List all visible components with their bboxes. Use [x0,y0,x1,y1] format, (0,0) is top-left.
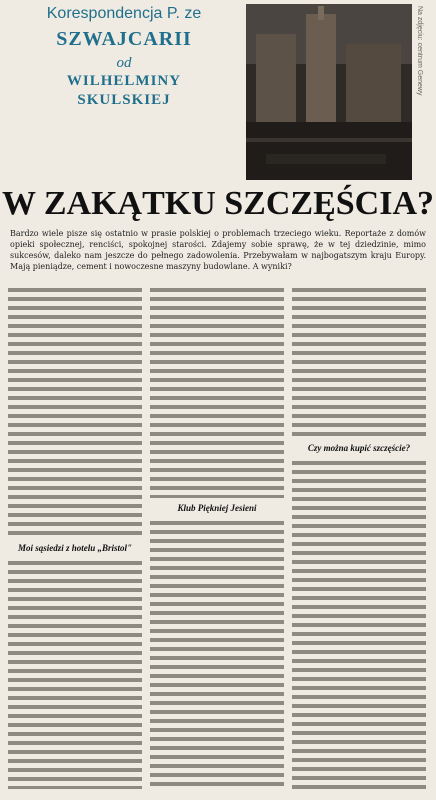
section-heading-szczescie: Czy można kupić szczęście? [307,443,411,453]
column-text-block [150,521,284,789]
headline: W ZAKĄTKU SZCZĘŚCIA? [1,185,435,222]
column-text-block [8,288,142,538]
column-text-block [150,288,284,498]
side-note [414,4,434,174]
section-heading-klub: Klub Piękniej Jesieni [177,503,257,513]
masthead-author-last: SKULSKIEJ [77,92,171,108]
masthead-od: od [116,55,132,71]
column-2 [150,288,284,794]
masthead-country: SZWAJCARII [56,28,192,50]
column-text-block [292,288,426,438]
lead-paragraph: Bardzo wiele pisze się ostatnio w prasie polskiej o problemach trzeciego wieku. Reportaże z domów opieki społecznej, renciści, spokojnej starości. Zdajemy sobie sprawę, że w tej dziedzinie, mimo sukcesów, daleko nam jeszcze do pełnego zadowolenia. Przebywałam w najbogatszym kraju Europy. Mają pieniądze, cement i nowoczesne maszyny budowlane. A wyniki? [10,229,426,271]
column-text-block [292,461,426,789]
side-note-text: Na zdjęciu: centrum Genewy [416,6,423,96]
masthead-korespondencja: Korespondencja P. ze [46,5,202,22]
masthead-author-first: WILHELMINY [66,73,182,89]
column-text-block [8,561,142,789]
column-1 [8,288,142,794]
geneva-photo-image [246,4,412,180]
section-heading-bristol: Moi sąsiedzi z hotelu „Bristol" [17,543,133,553]
geneva-photo [246,4,412,180]
masthead [8,4,240,144]
column-3 [292,288,426,794]
